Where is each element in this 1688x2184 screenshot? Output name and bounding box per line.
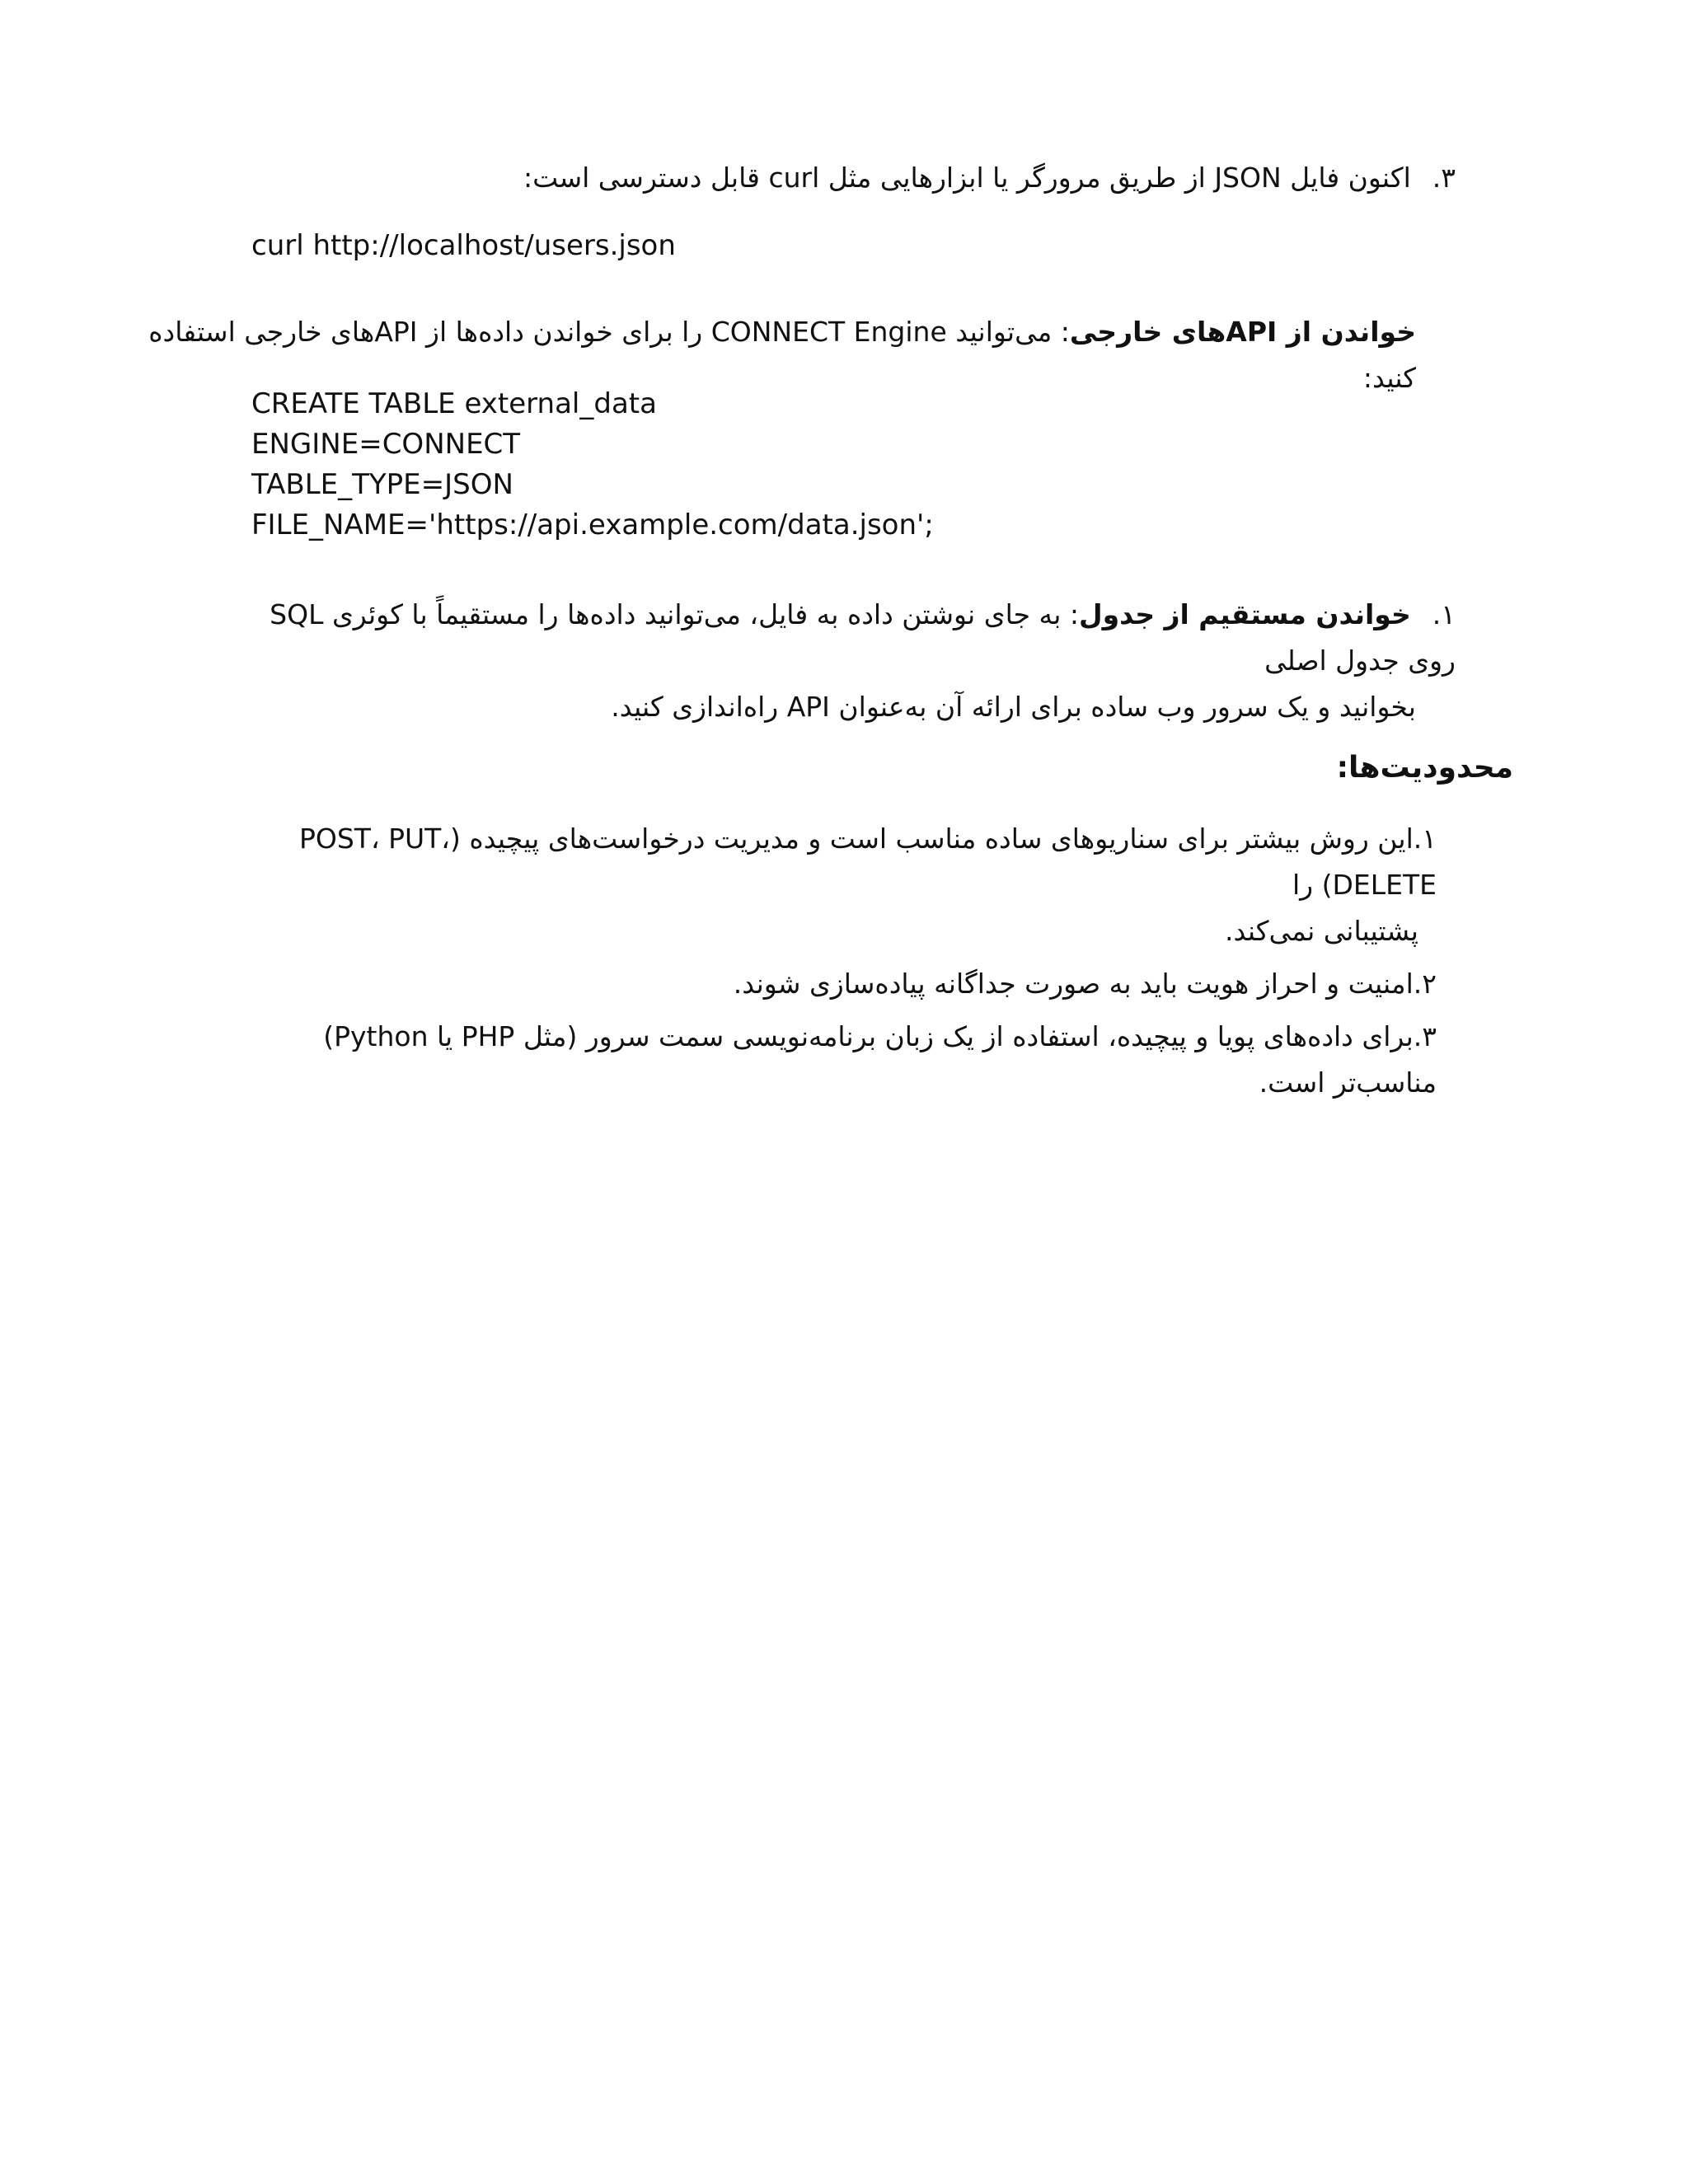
limitations-item bbox=[225, 961, 1437, 1007]
external-api-text: : می‌توانید CONNECT Engine را برای خواندن داده‌ها از APIهای خارجی استفاده کنید: bbox=[148, 316, 1416, 394]
sql-code-line: TABLE_TYPE=JSON bbox=[251, 468, 513, 501]
sql-code-line: FILE_NAME='https://api.example.com/data.json'; bbox=[251, 509, 934, 541]
limitations-item bbox=[225, 1014, 1437, 1106]
sql-code-line: CREATE TABLE external_data bbox=[251, 387, 657, 420]
direct-read-text-1: : به جای نوشتن داده به فایل، می‌توانید داده‌ها را مستقیماً با کوئری SQL روی جدول اصلی bbox=[270, 598, 1456, 677]
limitations-item-line: ۲.امنیت و احراز هویت باید به صورت جداگانه پیاده‌سازی شوند. bbox=[733, 968, 1437, 1000]
step-3-text: اکنون فایل JSON از طریق مرورگر یا ابزارهایی مثل curl قابل دسترسی است: bbox=[523, 162, 1411, 194]
sql-code-block bbox=[251, 384, 934, 546]
limitations-list bbox=[225, 816, 1437, 1106]
direct-read-line-2: بخوانید و یک سرور وب ساده برای ارائه آن به‌عنوان API راه‌اندازی کنید. bbox=[611, 691, 1416, 723]
direct-read-bold: خواندن مستقیم از جدول bbox=[1079, 598, 1411, 630]
limitations-item-line: پشتیبانی نمی‌کند. bbox=[1225, 915, 1418, 947]
direct-read-paragraph bbox=[219, 592, 1456, 730]
step-3-paragraph bbox=[137, 155, 1456, 201]
curl-command: curl http://localhost/users.json bbox=[251, 229, 676, 262]
limitations-item bbox=[225, 816, 1437, 954]
sql-code-line: ENGINE=CONNECT bbox=[251, 428, 521, 461]
external-api-bold: خواندن از APIهای خارجی bbox=[1069, 316, 1416, 348]
limitations-heading: محدودیت‌ها: bbox=[1336, 751, 1513, 785]
limitations-item-line: ۳.برای داده‌های پویا و پیچیده، استفاده از یک زبان برنامه‌نویسی سمت سرور (مثل PHP یا Python) مناسب‌تر است. bbox=[323, 1020, 1437, 1099]
direct-read-number: ۱. bbox=[1432, 598, 1456, 630]
limitations-item-line: ۱.این روش بیشتر برای سناریوهای ساده مناسب است و مدیریت درخواست‌های پیچیده (POST، PUT، DELETE) را bbox=[298, 823, 1437, 901]
step-3-number: ۳. bbox=[1432, 162, 1456, 194]
direct-read-line-1 bbox=[219, 592, 1456, 684]
